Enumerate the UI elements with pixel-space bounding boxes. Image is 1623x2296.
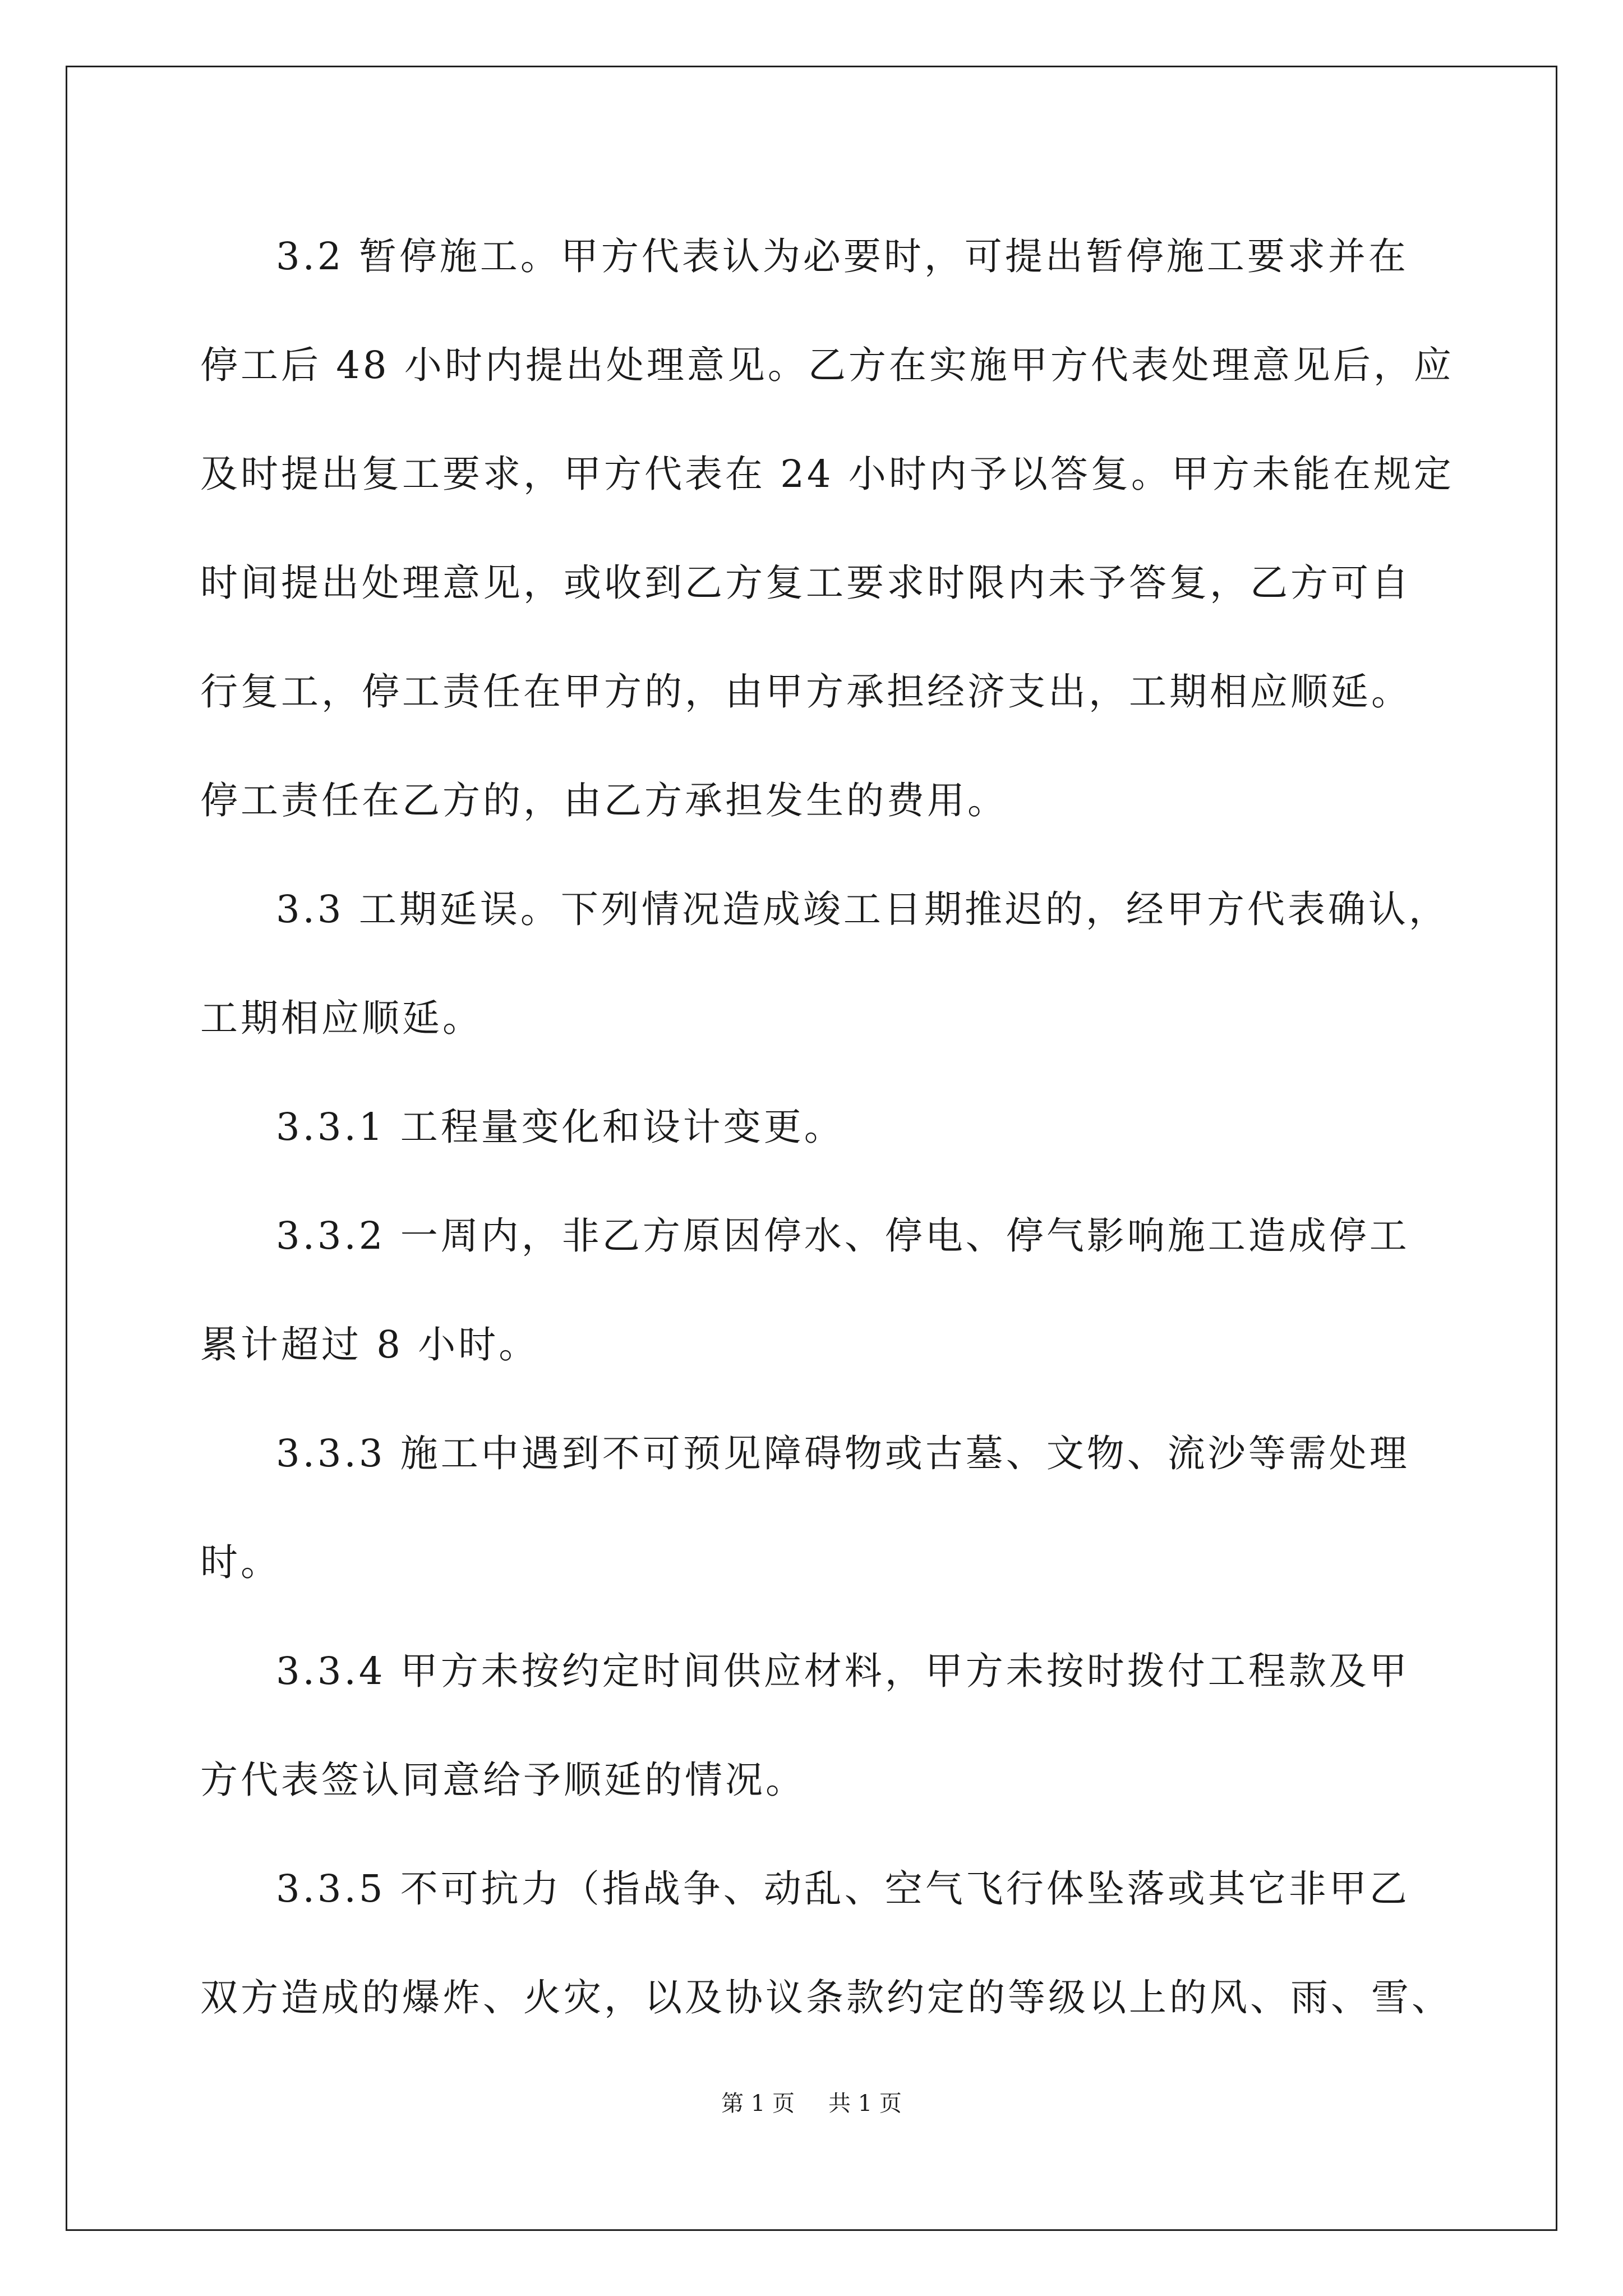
- text-line: 及时提出复工要求，甲方代表在 24 小时内予以答复。甲方未能在规定: [200, 452, 1454, 496]
- text-line: 时间提出处理意见，或收到乙方复工要求时限内未予答复，乙方可自: [200, 561, 1412, 605]
- page-total: 共 1 页: [828, 2091, 902, 2116]
- text-line: 3.3 工期延误。下列情况造成竣工日期推迟的，经甲方代表确认，: [276, 887, 1449, 931]
- text-line: 3.2 暂停施工。甲方代表认为必要时，可提出暂停施工要求并在: [276, 234, 1409, 278]
- text-line: 行复工，停工责任在甲方的，由甲方承担经济支出，工期相应顺延。: [200, 670, 1412, 714]
- text-line: 3.3.3 施工中遇到不可预见障碍物或古墓、文物、流沙等需处理: [276, 1432, 1410, 1475]
- text-line: 累计超过 8 小时。: [200, 1323, 540, 1366]
- text-line: 停工后 48 小时内提出处理意见。乙方在实施甲方代表处理意见后，应: [200, 343, 1454, 387]
- document-body: [200, 202, 1454, 2052]
- text-line: 3.3.2 一周内，非乙方原因停水、停电、停气影响施工造成停工: [276, 1214, 1410, 1258]
- text-line: 3.3.4 甲方未按约定时间供应材料，甲方未按时拨付工程款及甲: [276, 1649, 1410, 1693]
- text-line: 时。: [200, 1540, 281, 1584]
- text-line: 3.3.1 工程量变化和设计变更。: [276, 1105, 845, 1149]
- text-line: 停工责任在乙方的，由乙方承担发生的费用。: [200, 779, 1008, 822]
- page-footer: [0, 2087, 1623, 2120]
- text-line: 双方造成的爆炸、火灾，以及协议条款约定的等级以上的风、雨、雪、: [200, 1976, 1452, 2019]
- text-line: 方代表签认同意给予顺延的情况。: [200, 1758, 806, 1802]
- text-line: 工期相应顺延。: [200, 996, 483, 1040]
- page-number: 第 1 页: [721, 2091, 795, 2116]
- text-line: 3.3.5 不可抗力（指战争、动乱、空气飞行体坠落或其它非甲乙: [276, 1867, 1410, 1911]
